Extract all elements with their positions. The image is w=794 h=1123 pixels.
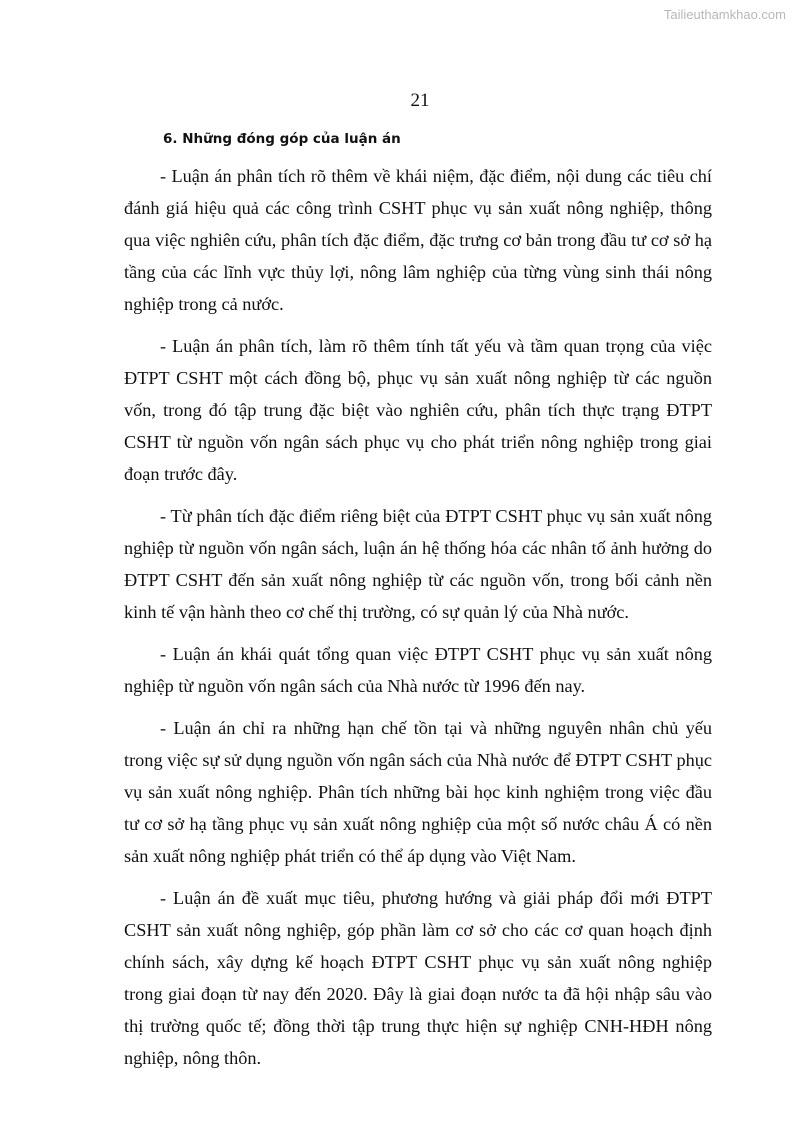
document-body: [124, 160, 712, 1084]
paragraph: - Luận án chỉ ra những hạn chế tồn tại và những nguyên nhân chủ yếu trong việc sự sử dụng nguồn vốn ngân sách của Nhà nước để ĐTPT CSHT phục vụ sản xuất nông nghiệp. Phân tích những bài học kinh nghiệm trong việc đầu tư cơ sở hạ tầng phục vụ sản xuất nông nghiệp của một số nước châu Á có nền sản xuất nông nghiệp phát triển có thể áp dụng vào Việt Nam.: [124, 718, 712, 866]
watermark: Tailieuthamkhao.com: [663, 7, 786, 22]
paragraph: - Luận án đề xuất mục tiêu, phương hướng và giải pháp đổi mới ĐTPT CSHT sản xuất nông nghiệp, góp phần làm cơ sở cho các cơ quan hoạch định chính sách, xây dựng kế hoạch ĐTPT CSHT phục vụ sản xuất nông nghiệp trong giai đoạn từ nay đến 2020. Đây là giai đoạn nước ta đã hội nhập sâu vào thị trường quốc tế; đồng thời tập trung thực hiện sự nghiệp CNH-HĐH nông nghiệp, nông thôn.: [124, 888, 712, 1068]
paragraph: - Luận án phân tích rõ thêm về khái niệm, đặc điểm, nội dung các tiêu chí đánh giá hiệu quả các công trình CSHT phục vụ sản xuất nông nghiệp, thông qua việc nghiên cứu, phân tích đặc điểm, đặc trưng cơ bản trong đầu tư cơ sở hạ tầng của các lĩnh vực thủy lợi, nông lâm nghiệp của từng vùng sinh thái nông nghiệp trong cả nước.: [124, 166, 712, 314]
paragraph: - Từ phân tích đặc điểm riêng biệt của ĐTPT CSHT phục vụ sản xuất nông nghiệp từ nguồn vốn ngân sách, luận án hệ thống hóa các nhân tố ảnh hưởng do ĐTPT CSHT đến sản xuất nông nghiệp từ các nguồn vốn, trong bối cảnh nền kinh tế vận hành theo cơ chế thị trường, có sự quản lý của Nhà nước.: [124, 506, 712, 622]
paragraph: - Luận án phân tích, làm rõ thêm tính tất yếu và tầm quan trọng của việc ĐTPT CSHT một cách đồng bộ, phục vụ sản xuất nông nghiệp từ các nguồn vốn, trong đó tập trung đặc biệt vào nghiên cứu, phân tích thực trạng ĐTPT CSHT từ nguồn vốn ngân sách phục vụ cho phát triển nông nghiệp trong giai đoạn trước đây.: [124, 336, 712, 484]
paragraph: - Luận án khái quát tổng quan việc ĐTPT CSHT phục vụ sản xuất nông nghiệp từ nguồn vốn ngân sách của Nhà nước từ 1996 đến nay.: [124, 644, 712, 696]
page-number: 21: [410, 90, 430, 111]
section-heading: 6. Những đóng góp của luận án: [163, 131, 401, 147]
